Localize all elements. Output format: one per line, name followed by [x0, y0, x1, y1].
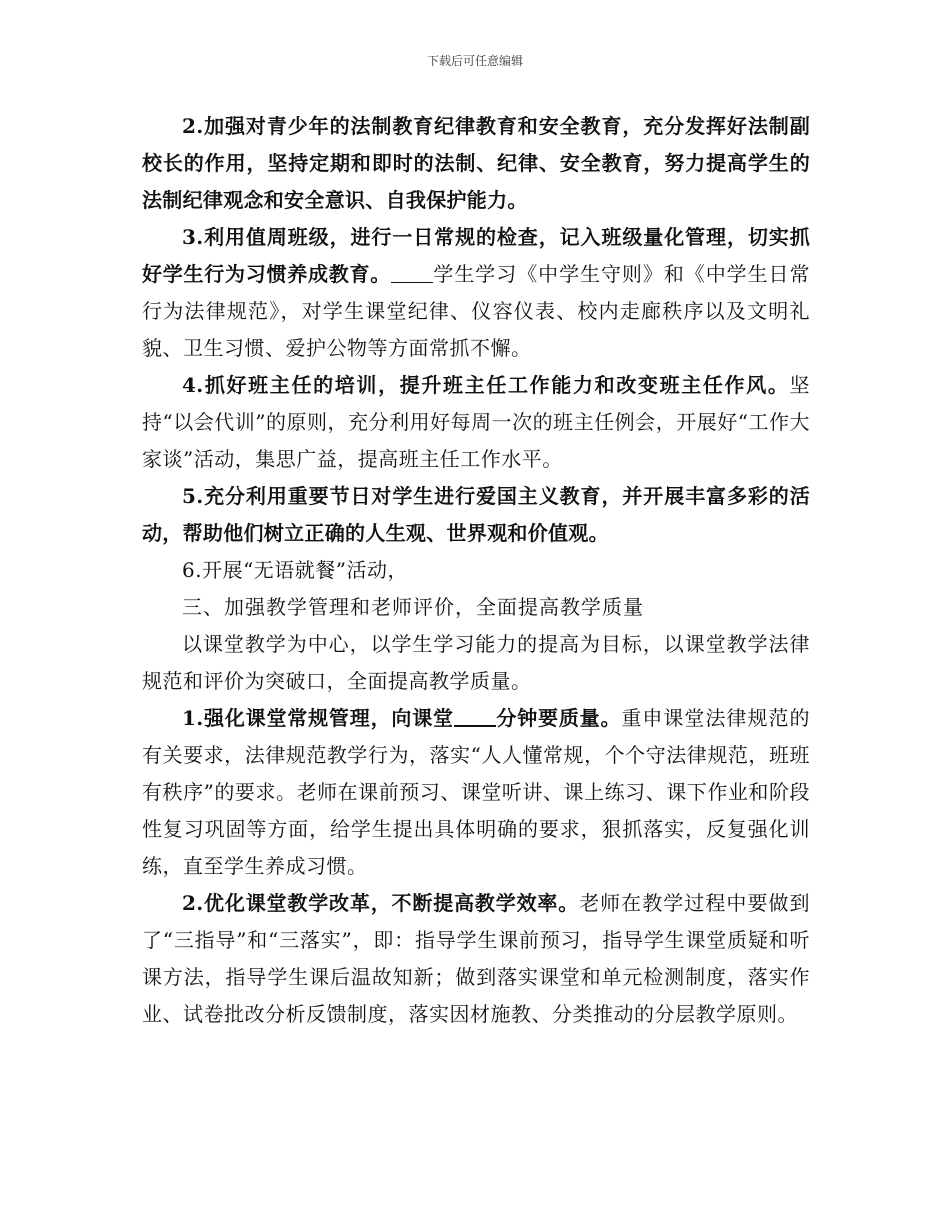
- section-3-item-2-paragraph: [142, 885, 810, 1033]
- section-3-item-1-lead: [182, 706, 621, 730]
- item-6-paragraph: [142, 552, 810, 589]
- section-3-item-1-lead-before: 1.强化课堂常规管理，向课堂: [182, 706, 454, 730]
- item-6-lead: 6.开展“无语就餐”活动，: [182, 558, 409, 582]
- item-3-body: 学生学习《中学生守则》和《中学生日常行为法律规范》，对学生课堂纪律、仪容仪表、校内走廊秩序以及文明礼貌、卫生习惯、爱护公物等方面常抓不懈。: [142, 262, 811, 360]
- section-3-intro: 以课堂教学为中心，以学生学习能力的提高为目标，以课堂教学法律规范和评价为突破口，全面提高教学质量。: [142, 632, 810, 693]
- item-4-body: 坚持“以会代训”的原则，充分利用好每周一次的班主任例会，开展好“工作大家谈”活动，集思广益，提高班主任工作水平。: [142, 373, 810, 471]
- fill-in-blank: [391, 262, 433, 283]
- item-5-paragraph: [142, 478, 810, 552]
- item-2-paragraph: [142, 108, 810, 219]
- item-3-lead: 3.利用值周班级，进行一日常规的检查，记入班级量化管理，切实抓好学生行为习惯养成教育。: [142, 225, 810, 286]
- section-3-heading: 三、加强教学管理和老师评价，全面提高教学质量: [182, 595, 644, 619]
- section-3-item-1-paragraph: [142, 700, 810, 885]
- document-body: [142, 108, 810, 1033]
- section-3-item-2-body: 老师在教学过程中要做到了“三指导”和“三落实”，即：指导学生课前预习，指导学生课堂质疑和听课方法，指导学生课后温故知新；做到落实课堂和单元检测制度，落实作业、试卷批改分析反馈制度，落实因材施教、分类推动的分层教学原则。: [142, 891, 810, 1026]
- item-5-lead: 5.充分利用重要节日对学生进行爱国主义教育，并开展丰富多彩的活动，帮助他们树立正确的人生观、世界观和价值观。: [142, 484, 810, 545]
- item-3-paragraph: [142, 219, 810, 367]
- item-2-lead: 2.加强对青少年的法制教育纪律教育和安全教育，充分发挥好法制副校长的作用，坚持定期和即时的法制、纪律、安全教育，努力提高学生的法制纪律观念和安全意识、自我保护能力。: [142, 114, 810, 212]
- fill-in-blank: [454, 705, 496, 727]
- section-3-item-1-body: 重申课堂法律规范的有关要求，法律规范教学行为，落实“人人懂常规，个个守法律规范，班班有秩序”的要求。老师在课前预习、课堂听讲、课上练习、课下作业和阶段性复习巩固等方面，给学生提出具体明确的要求，狠抓落实，反复强化训练，直至学生养成习惯。: [142, 706, 810, 878]
- section-3-item-2-lead: 2.优化课堂教学改革，不断提高教学效率。: [182, 891, 580, 915]
- page-header: 下载后可任意编辑: [426, 54, 523, 68]
- section-3-item-1-lead-after: 分钟要质量。: [495, 706, 622, 730]
- item-4-lead: 4.抓好班主任的培训，提升班主任工作能力和改变班主任作风。: [182, 373, 790, 397]
- item-4-paragraph: [142, 367, 810, 478]
